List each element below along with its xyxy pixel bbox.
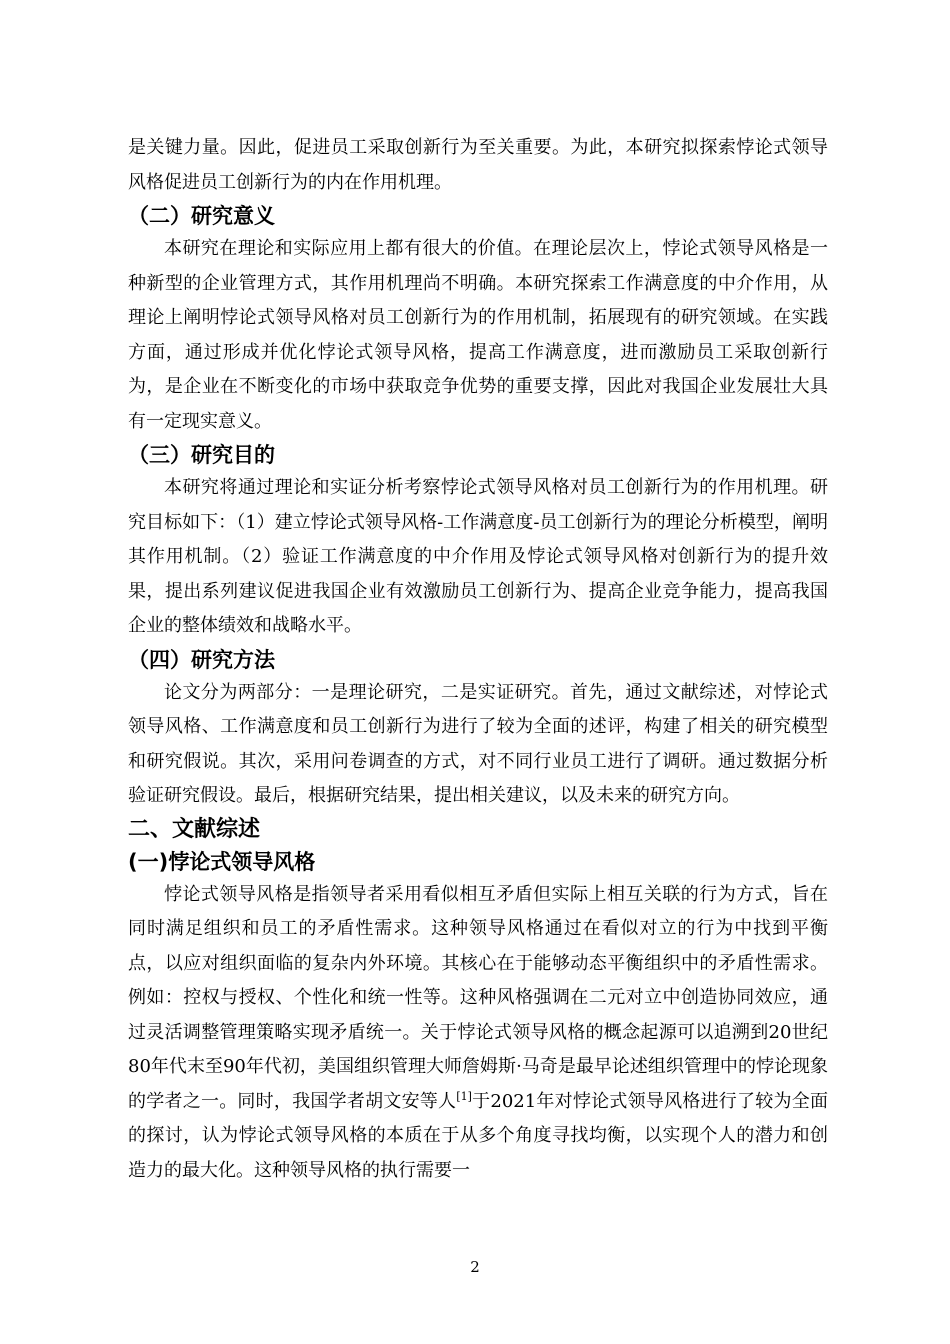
literature-paragraph — [128, 878, 828, 1189]
page-number: 2 — [470, 1258, 480, 1276]
literature-text-part2: 于2021年对悖论式领导风格进行了较为全面的探讨，认为悖论式领导风格的本质在于从多个角度寻找均衡，以实现个人的潜力和创造力的最大化。这种领导风格的执行需要一 — [128, 1090, 828, 1181]
chapter-heading: 二、文献综述 — [128, 816, 261, 842]
method-paragraph: 论文分为两部分：一是理论研究，二是实证研究。首先，通过文献综述，对悖论式领导风格、工作满意度和员工创新行为进行了较为全面的述评，构建了相关的研究模型和研究假说。其次，采用问卷调查的方式，对不同行业员工进行了调研。通过数据分析验证研究假设。最后，根据研究结果，提出相关建议，以及未来的研究方向。 — [128, 681, 828, 806]
page-content — [128, 131, 828, 1188]
section-heading-method: （四）研究方法 — [128, 647, 275, 672]
subsection-heading: (一)悖论式领导风格 — [128, 849, 316, 874]
section-heading-purpose: （三）研究目的 — [128, 443, 275, 467]
purpose-paragraph: 本研究将通过理论和实证分析考察悖论式领导风格对员工创新行为的作用机理。研究目标如下：（1）建立悖论式领导风格-工作满意度-员工创新行为的理论分析模型，阐明其作用机制。（2）验证工作满意度的中介作用及悖论式领导风格对创新行为的提升效果，提出系列建议促进我国企业有效激励员工创新行为、提高企业竞争能力，提高我国企业的整体绩效和战略水平。 — [128, 477, 828, 636]
literature-text-part1: 悖论式领导风格是指领导者采用看似相互矛盾但实际上相互关联的行为方式，旨在同时满足组织和员工的矛盾性需求。这种领导风格通过在看似对立的行为中找到平衡点，以应对组织面临的复杂内外环境。其核心在于能够动态平衡组织中的矛盾性需求。例如：控权与授权、个性化和统一性等。这种风格强调在二元对立中创造协同效应，通过灵活调整管理策略实现矛盾统一。关于悖论式领导风格的概念起源可以追溯到20世纪80年代末至90年代初，美国组织管理大师詹姆斯·马奇是最早论述组织管理中的悖论现象的学者之一。同时，我国学者胡文安等人 — [128, 883, 828, 1112]
continuation-paragraph: 是关键力量。因此，促进员工采取创新行为至关重要。为此，本研究拟探索悖论式领导风格促进员工创新行为的内在作用机理。 — [128, 137, 828, 193]
section-heading-significance: （二）研究意义 — [128, 204, 275, 228]
citation-marker[interactable]: [1] — [456, 1089, 472, 1103]
significance-paragraph: 本研究在理论和实际应用上都有很大的价值。在理论层次上，悖论式领导风格是一种新型的企业管理方式，其作用机理尚不明确。本研究探索工作满意度的中介作用，从理论上阐明悖论式领导风格对员工创新行为的作用机制，拓展现有的研究领域。在实践方面，通过形成并优化悖论式领导风格，提高工作满意度，进而激励员工采取创新行为，是企业在不断变化的市场中获取竞争优势的重要支撑，因此对我国企业发展壮大具有一定现实意义。 — [128, 238, 828, 432]
